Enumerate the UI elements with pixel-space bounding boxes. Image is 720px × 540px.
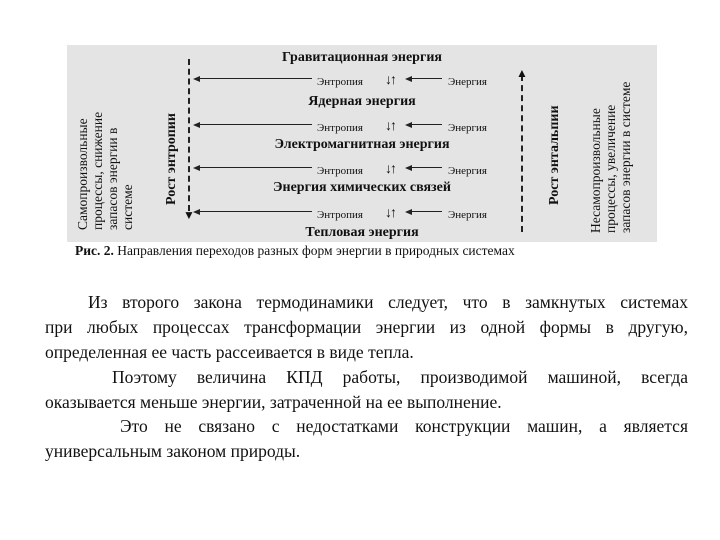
energy-label: Энергия [448, 76, 487, 88]
entropy-axis-line [188, 59, 190, 211]
enthalpy-axis-label: Рост энтальпии [547, 105, 562, 205]
arrow-left-icon [405, 76, 412, 82]
transition-row [67, 206, 657, 225]
level-electromagnetic: Электромагнитная энергия [274, 137, 450, 152]
energy-arrow-line [409, 78, 442, 79]
arrow-left-icon [193, 122, 200, 128]
text-line: Из второго закона термодинамики следует, что в замкнутых системах [88, 292, 688, 312]
text-line: при любых процессах трансформации энергии из одной формы в другую, [45, 317, 688, 337]
left-note-line: системе [120, 184, 135, 230]
energy-diagram [67, 45, 657, 242]
up-down-arrows-icon: ↓↑ [385, 162, 395, 177]
level-thermal: Тепловая энергия [305, 225, 419, 240]
energy-label: Энергия [448, 209, 487, 221]
energy-arrow-line [409, 124, 442, 125]
level-nuclear: Ядерная энергия [308, 94, 416, 109]
arrow-left-icon [405, 122, 412, 128]
paragraph-2 [45, 365, 688, 415]
text-line: определенная ее часть рассеивается в виде тепла. [45, 342, 414, 362]
entropy-label: Энтропия [317, 209, 363, 221]
right-note-line: запасов энергии в системе [618, 81, 633, 233]
energy-arrow-line [409, 167, 442, 168]
right-note [588, 48, 633, 233]
energy-arrow-line [409, 211, 442, 212]
right-note-line: Несамопроизвольные [588, 108, 603, 233]
transition-row [67, 119, 657, 138]
paragraph-1 [45, 290, 688, 365]
level-chemical: Энергия химических связей [273, 180, 451, 195]
text-line: Поэтому величина КПД работы, производимой машиной, всегда [112, 367, 688, 387]
energy-label: Энергия [448, 122, 487, 134]
arrow-left-icon [193, 76, 200, 82]
entropy-arrow-line [197, 167, 312, 168]
left-note [75, 50, 135, 230]
left-note-line: Самопроизвольные [75, 118, 90, 230]
up-down-arrows-icon: ↓↑ [385, 206, 395, 221]
paragraph-3 [45, 414, 688, 464]
transition-row [67, 73, 657, 92]
figure-caption [75, 243, 515, 259]
entropy-label: Энтропия [317, 165, 363, 177]
left-note-line: процессы, снижение [90, 111, 105, 230]
entropy-label: Энтропия [317, 76, 363, 88]
left-note-line: запасов энергии в [105, 127, 120, 230]
transition-row [67, 162, 657, 181]
up-down-arrows-icon: ↓↑ [385, 73, 395, 88]
arrow-down-icon: ▼ [183, 208, 195, 222]
caption-text: Направления переходов разных форм энергии в природных системах [117, 243, 515, 258]
caption-prefix: Рис. 2. [75, 243, 114, 258]
text-line: универсальным законом природы. [45, 441, 301, 461]
right-note-line: процессы, увеличение [603, 104, 618, 233]
arrow-left-icon [405, 165, 412, 171]
entropy-arrow-line [197, 124, 312, 125]
text-line: оказывается меньше энергии, затраченной на ее выполнение. [45, 392, 502, 412]
energy-label: Энергия [448, 165, 487, 177]
arrow-left-icon [193, 165, 200, 171]
entropy-axis-label: Рост энтропии [164, 113, 179, 205]
entropy-arrow-line [197, 211, 312, 212]
enthalpy-axis-line [521, 75, 523, 232]
arrow-left-icon [405, 209, 412, 215]
entropy-label: Энтропия [317, 122, 363, 134]
entropy-arrow-line [197, 78, 312, 79]
arrow-up-icon: ▲ [516, 66, 528, 80]
up-down-arrows-icon: ↓↑ [385, 119, 395, 134]
level-gravitational: Гравитационная энергия [282, 50, 442, 65]
text-line: Это не связано с недостатками конструкции машин, а является [120, 416, 688, 436]
